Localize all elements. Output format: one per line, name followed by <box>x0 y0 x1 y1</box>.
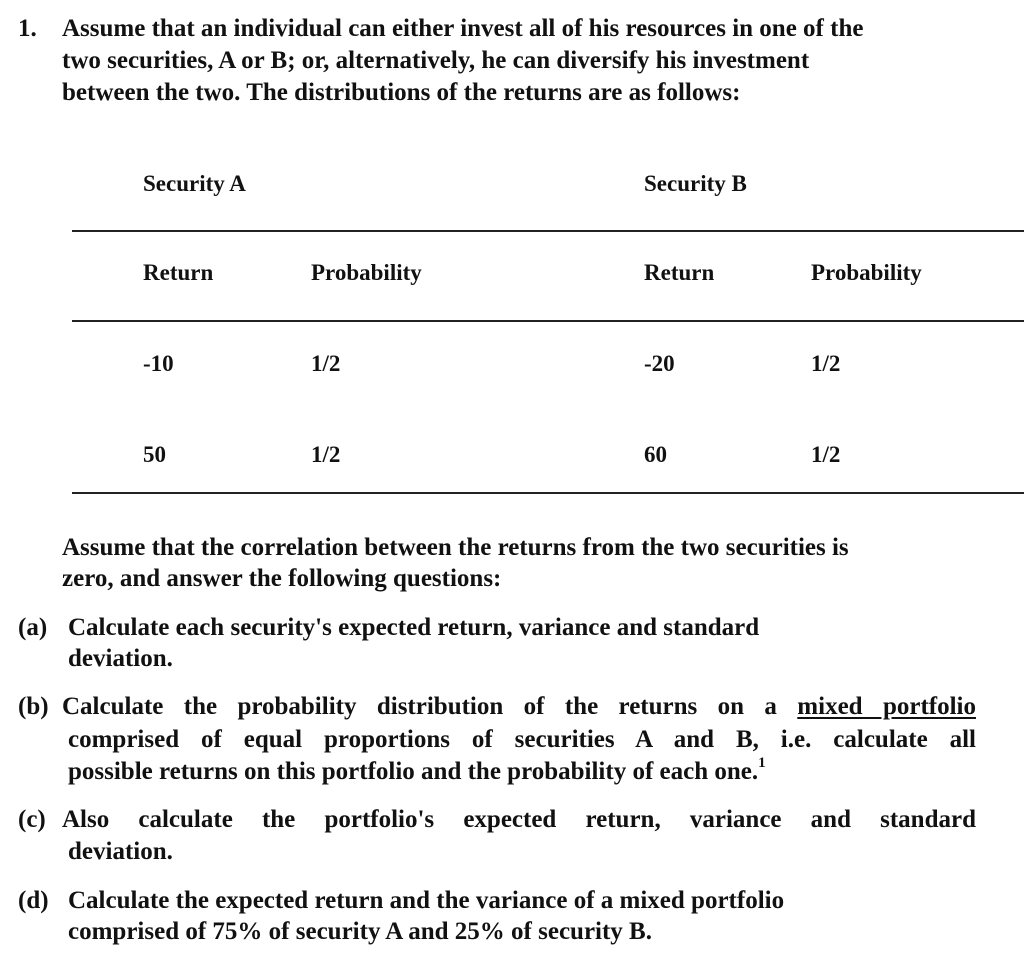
column-header-probability-a: Probability <box>311 260 422 285</box>
table-bottom-rule <box>72 492 1024 494</box>
table-cell: -20 <box>644 351 675 376</box>
table-cell: 60 <box>644 442 667 467</box>
intro-line-2: two securities, A or B; or, alternatively, he can diversify his investment <box>62 47 810 74</box>
assumption-line-1: Assume that the correlation between the returns from the two securities is <box>62 534 849 561</box>
table-cell: 1/2 <box>811 351 841 376</box>
intro-line-1: Assume that an individual can either invest all of his resources in one of the <box>62 15 864 42</box>
part-a-line-1: Calculate each security's expected return, variance and standard <box>68 614 760 641</box>
footnote-mark: 1 <box>758 754 766 771</box>
column-header-probability-b: Probability <box>811 260 922 285</box>
column-header-return-b: Return <box>644 260 715 285</box>
part-c-line-1: Also calculate the portfolio's expected return, variance and standard <box>62 806 976 833</box>
part-b-marker: (b) <box>18 693 49 720</box>
table-cell: 1/2 <box>311 351 341 376</box>
table-header-rule <box>72 320 1024 322</box>
part-d-line-2: comprised of 75% of security A and 25% of security B. <box>68 918 652 945</box>
table-cell: -10 <box>143 351 174 376</box>
part-c-marker: (c) <box>18 806 46 833</box>
table-cell: 50 <box>143 442 166 467</box>
mixed-portfolio-emphasis: mixed portfolio <box>797 693 976 720</box>
part-a-line-2: deviation. <box>68 645 173 672</box>
part-b-line-1 <box>62 691 976 722</box>
part-b-line-2: comprised of equal proportions of securities A and B, i.e. calculate all <box>68 726 976 753</box>
part-b-line-3 <box>68 756 766 787</box>
part-c-line-2: deviation. <box>68 838 173 865</box>
question-number: 1. <box>18 15 37 42</box>
part-d-marker: (d) <box>18 887 49 914</box>
table-cell: 1/2 <box>811 442 841 467</box>
assumption-line-2: zero, and answer the following questions: <box>62 565 502 592</box>
part-b-line-1-text: Calculate the probability distribution of the returns on a <box>62 693 777 720</box>
column-header-return-a: Return <box>143 260 214 285</box>
table-top-rule <box>72 230 1024 232</box>
group-header-security-b: Security B <box>644 171 747 196</box>
table-cell: 1/2 <box>311 442 341 467</box>
part-a-marker: (a) <box>18 614 48 641</box>
part-d-line-1: Calculate the expected return and the variance of a mixed portfolio <box>68 887 785 914</box>
intro-line-3: between the two. The distributions of the returns are as follows: <box>62 79 741 106</box>
part-b-line-3-text: possible returns on this portfolio and the probability of each one. <box>68 758 759 785</box>
group-header-security-a: Security A <box>143 171 246 196</box>
